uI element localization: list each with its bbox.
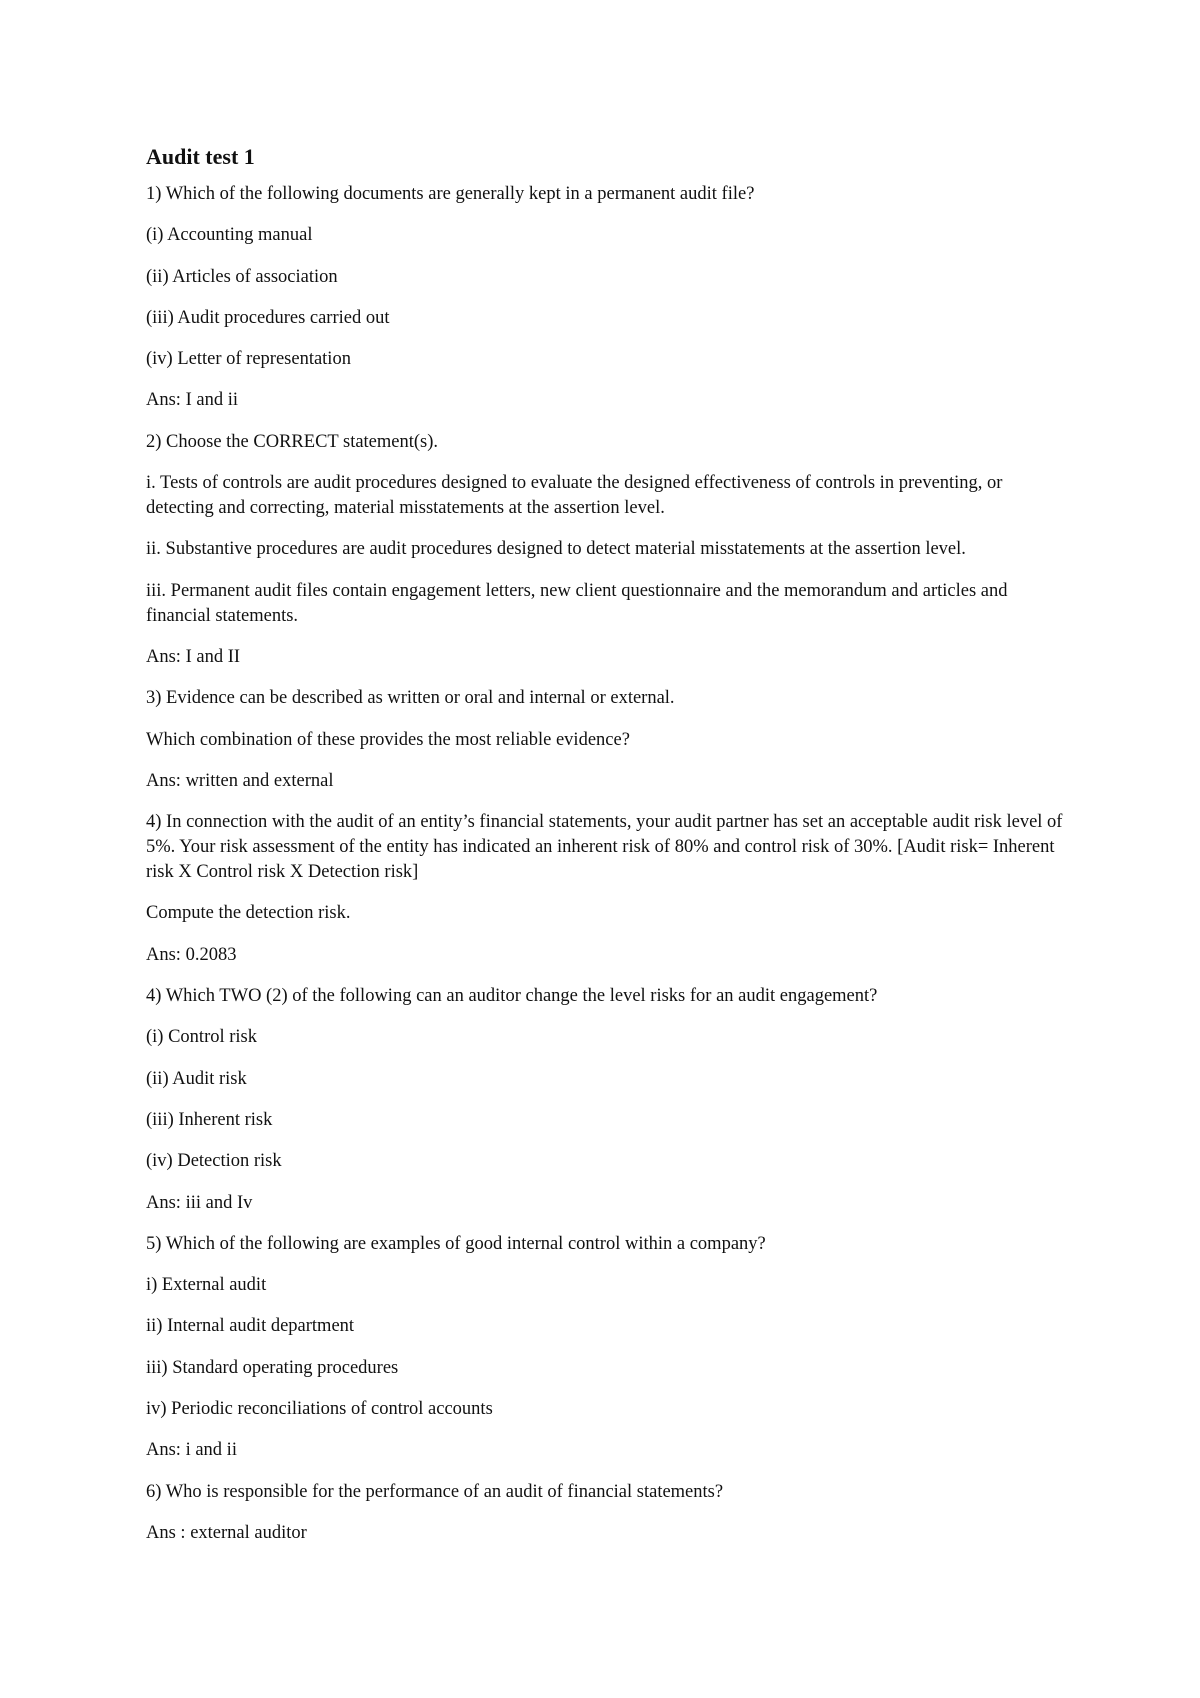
question-6-answer: Ans : external auditor [146,1522,307,1543]
question-4b-option-iv: (iv) Detection risk [146,1151,282,1172]
question-4b-answer: Ans: iii and Iv [146,1192,253,1213]
question-4b-option-i: (i) Control risk [146,1027,257,1048]
question-4b-option-ii: (ii) Audit risk [146,1068,247,1089]
question-5-option-iii: iii) Standard operating procedures [146,1357,399,1378]
question-1-answer: Ans: I and ii [146,390,238,411]
question-4b-option-iii: (iii) Inherent risk [146,1109,273,1130]
question-3: 3) Evidence can be described as written or oral and internal or external. [146,688,675,709]
question-4b: 4) Which TWO (2) of the following can an auditor change the level risks for an audit engagement? [146,986,878,1007]
question-2-answer: Ans: I and II [146,646,241,667]
question-4a: 4) In connection with the audit of an entity’s financial statements, your audit partner has set an acceptable audit risk level of 5%. Your risk assessment of the entity has indicated an inherent risk of 80% and control risk of 30%. [Audit risk= Inherent risk X Control risk X Detection risk] [146,812,1063,883]
question-5-option-ii: ii) Internal audit department [146,1316,355,1337]
question-2-statement-i: i. Tests of controls are audit procedures designed to evaluate the designed effectiveness of controls in preventing, or detecting and correcting, material misstatements at the assertion level. [146,473,1003,519]
question-2-statement-iii: iii. Permanent audit files contain engagement letters, new client questionnaire and the memorandum and articles and financial statements. [146,580,1008,626]
document-page [146,143,1066,1562]
question-3-prompt: Which combination of these provides the most reliable evidence? [146,729,630,750]
question-1-option-ii: (ii) Articles of association [146,266,338,287]
question-5-answer: Ans: i and ii [146,1440,237,1461]
question-4a-answer: Ans: 0.2083 [146,944,237,965]
question-2-statement-ii: ii. Substantive procedures are audit procedures designed to detect material misstatements at the assertion level. [146,539,966,560]
question-1-option-iii: (iii) Audit procedures carried out [146,307,390,328]
question-2: 2) Choose the CORRECT statement(s). [146,431,439,452]
question-1-option-iv: (iv) Letter of representation [146,349,351,370]
question-5-option-iv: iv) Periodic reconciliations of control accounts [146,1399,493,1420]
question-4a-prompt: Compute the detection risk. [146,903,351,924]
question-1: 1) Which of the following documents are generally kept in a permanent audit file? [146,184,755,204]
question-1-option-i: (i) Accounting manual [146,225,313,246]
question-6: 6) Who is responsible for the performance of an audit of financial statements? [146,1481,724,1502]
question-5: 5) Which of the following are examples of good internal control within a company? [146,1233,766,1254]
question-3-answer: Ans: written and external [146,770,334,791]
document-title: Audit test 1 [146,144,255,169]
question-5-option-i: i) External audit [146,1275,267,1296]
